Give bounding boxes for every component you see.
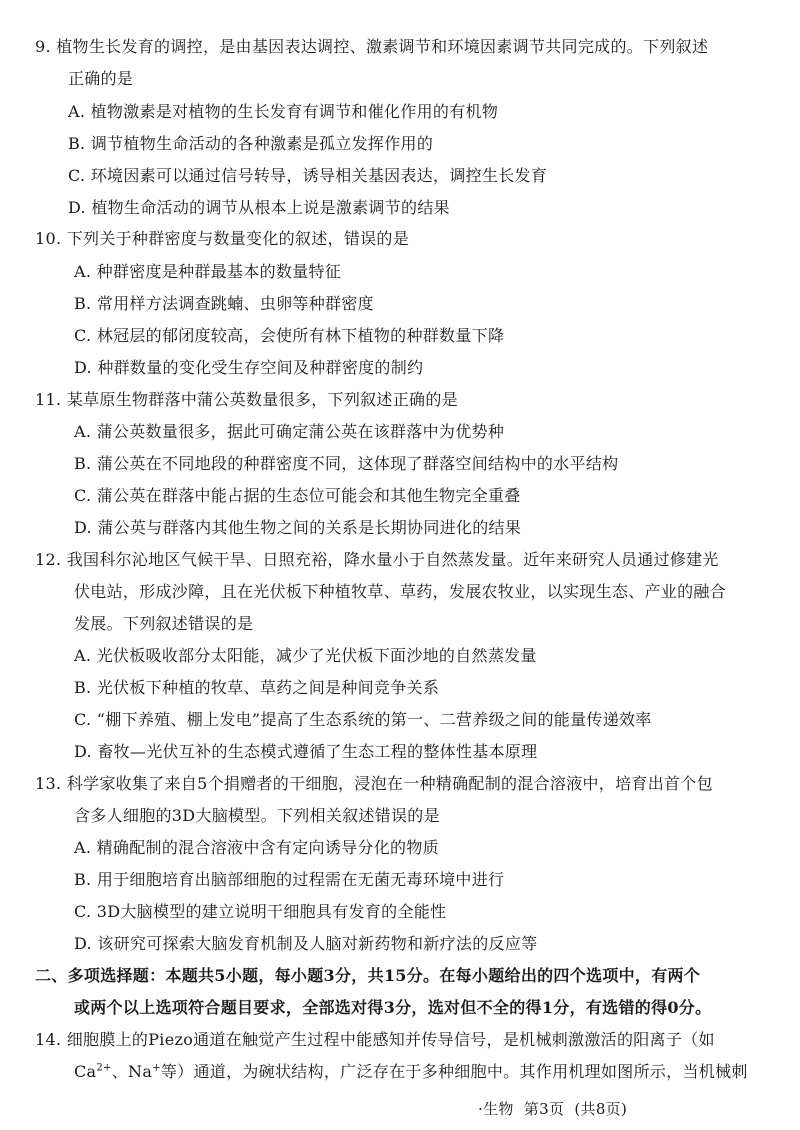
question-13-option-d: D. 该研究可探索大脑发育机制及人脑对新药物和新疗法的反应等 — [74, 934, 538, 953]
question-9-stem-line-1: 9. 植物生长发育的调控，是由基因表达调控、激素调节和环境因素调节共同完成的。下列叙述 — [35, 37, 709, 56]
question-10-option-b: B. 常用样方法调查跳蝻、虫卵等种群密度 — [74, 294, 374, 313]
question-11-option-b: B. 蒲公英在不同地段的种群密度不同，这体现了群落空间结构中的水平结构 — [74, 454, 619, 473]
question-11-option-d: D. 蒲公英与群落内其他生物之间的关系是长期协同进化的结果 — [74, 518, 522, 537]
question-9-option-c: C. 环境因素可以通过信号转导，诱导相关基因表达，调控生长发育 — [68, 166, 548, 185]
question-12-stem-line-2: 伏电站，形成沙障，且在光伏板下种植牧草、草药，发展农牧业，以实现生态、产业的融合 — [74, 582, 727, 601]
question-11-option-a: A. 蒲公英数量很多，据此可确定蒲公英在该群落中为优势种 — [74, 422, 505, 441]
question-14-stem-line-1: 14. 细胞膜上的Piezo通道在触觉产生过程中能感知并传导信号，是机械刺激激活的阳离子（如 — [35, 1030, 715, 1049]
question-13-stem-line-1: 13. 科学家收集了来自5个捐赠者的干细胞，浸泡在一种精确配制的混合溶液中，培育出首个包 — [35, 774, 713, 793]
question-10-option-d: D. 种群数量的变化受生存空间及种群密度的制约 — [74, 358, 424, 377]
question-9-option-d: D. 植物生命活动的调节从根本上说是激素调节的结果 — [68, 198, 450, 217]
calcium-charge: 2+ — [96, 1062, 112, 1074]
sodium-symbol: 、Na — [111, 1062, 153, 1081]
question-11-option-c: C. 蒲公英在群落中能占据的生态位可能会和其他生物完全重叠 — [74, 486, 521, 505]
question-12-stem-line-3: 发展。下列叙述错误的是 — [74, 614, 254, 633]
question-13-stem-line-2: 含多人细胞的3D大脑模型。下列相关叙述错误的是 — [74, 806, 440, 825]
question-12-option-d: D. 畜牧—光伏互补的生态模式遵循了生态工程的整体性基本原理 — [74, 742, 538, 761]
question-14-stem-line-2-rest: 等）通道，为碗状结构，广泛存在于多种细胞中。其作用机理如图所示，当机械刺 — [160, 1062, 748, 1081]
question-10-option-a: A. 种群密度是种群最基本的数量特征 — [74, 262, 342, 281]
page-footer: ·生物 第3页 (共8页) — [478, 1100, 628, 1118]
calcium-symbol: Ca — [74, 1062, 97, 1081]
question-12-option-b: B. 光伏板下种植的牧草、草药之间是种间竞争关系 — [74, 678, 440, 697]
question-13-option-b: B. 用于细胞培育出脑部细胞的过程需在无菌无毒环境中进行 — [74, 870, 505, 889]
section-2-line-2: 或两个以上选项符合题目要求，全部选对得3分，选对但不全的得1分，有选错的得0分。 — [74, 998, 712, 1017]
question-9-option-a: A. 植物激素是对植物的生长发育有调节和催化作用的有机物 — [68, 102, 499, 121]
question-12-option-a: A. 光伏板吸收部分太阳能，减少了光伏板下面沙地的自然蒸发量 — [74, 646, 537, 665]
question-13-option-c: C. 3D大脑模型的建立说明干细胞具有发育的全能性 — [74, 902, 447, 921]
question-12-stem-line-1: 12. 我国科尔沁地区气候干旱、日照充裕，降水量小于自然蒸发量。近年来研究人员通过修建光 — [35, 550, 719, 569]
question-12-option-c: C. “棚下养殖、棚上发电”提高了生态系统的第一、二营养级之间的能量传递效率 — [74, 710, 652, 729]
sodium-charge: + — [152, 1062, 161, 1074]
question-10-stem-line-1: 10. 下列关于种群密度与数量变化的叙述，错误的是 — [35, 229, 410, 248]
section-2-line-1: 二、多项选择题：本题共5小题，每小题3分，共15分。在每小题给出的四个选项中，有两个 — [35, 966, 701, 985]
question-14-stem-line-2 — [74, 1061, 748, 1083]
question-9-option-b: B. 调节植物生命活动的各种激素是孤立发挥作用的 — [68, 134, 434, 153]
question-10-option-c: C. 林冠层的郁闭度较高，会使所有林下植物的种群数量下降 — [74, 326, 505, 345]
question-11-stem-line-1: 11. 某草原生物群落中蒲公英数量很多，下列叙述正确的是 — [35, 390, 458, 409]
question-13-option-a: A. 精确配制的混合溶液中含有定向诱导分化的物质 — [74, 838, 439, 857]
question-9-stem-line-2: 正确的是 — [68, 69, 134, 88]
